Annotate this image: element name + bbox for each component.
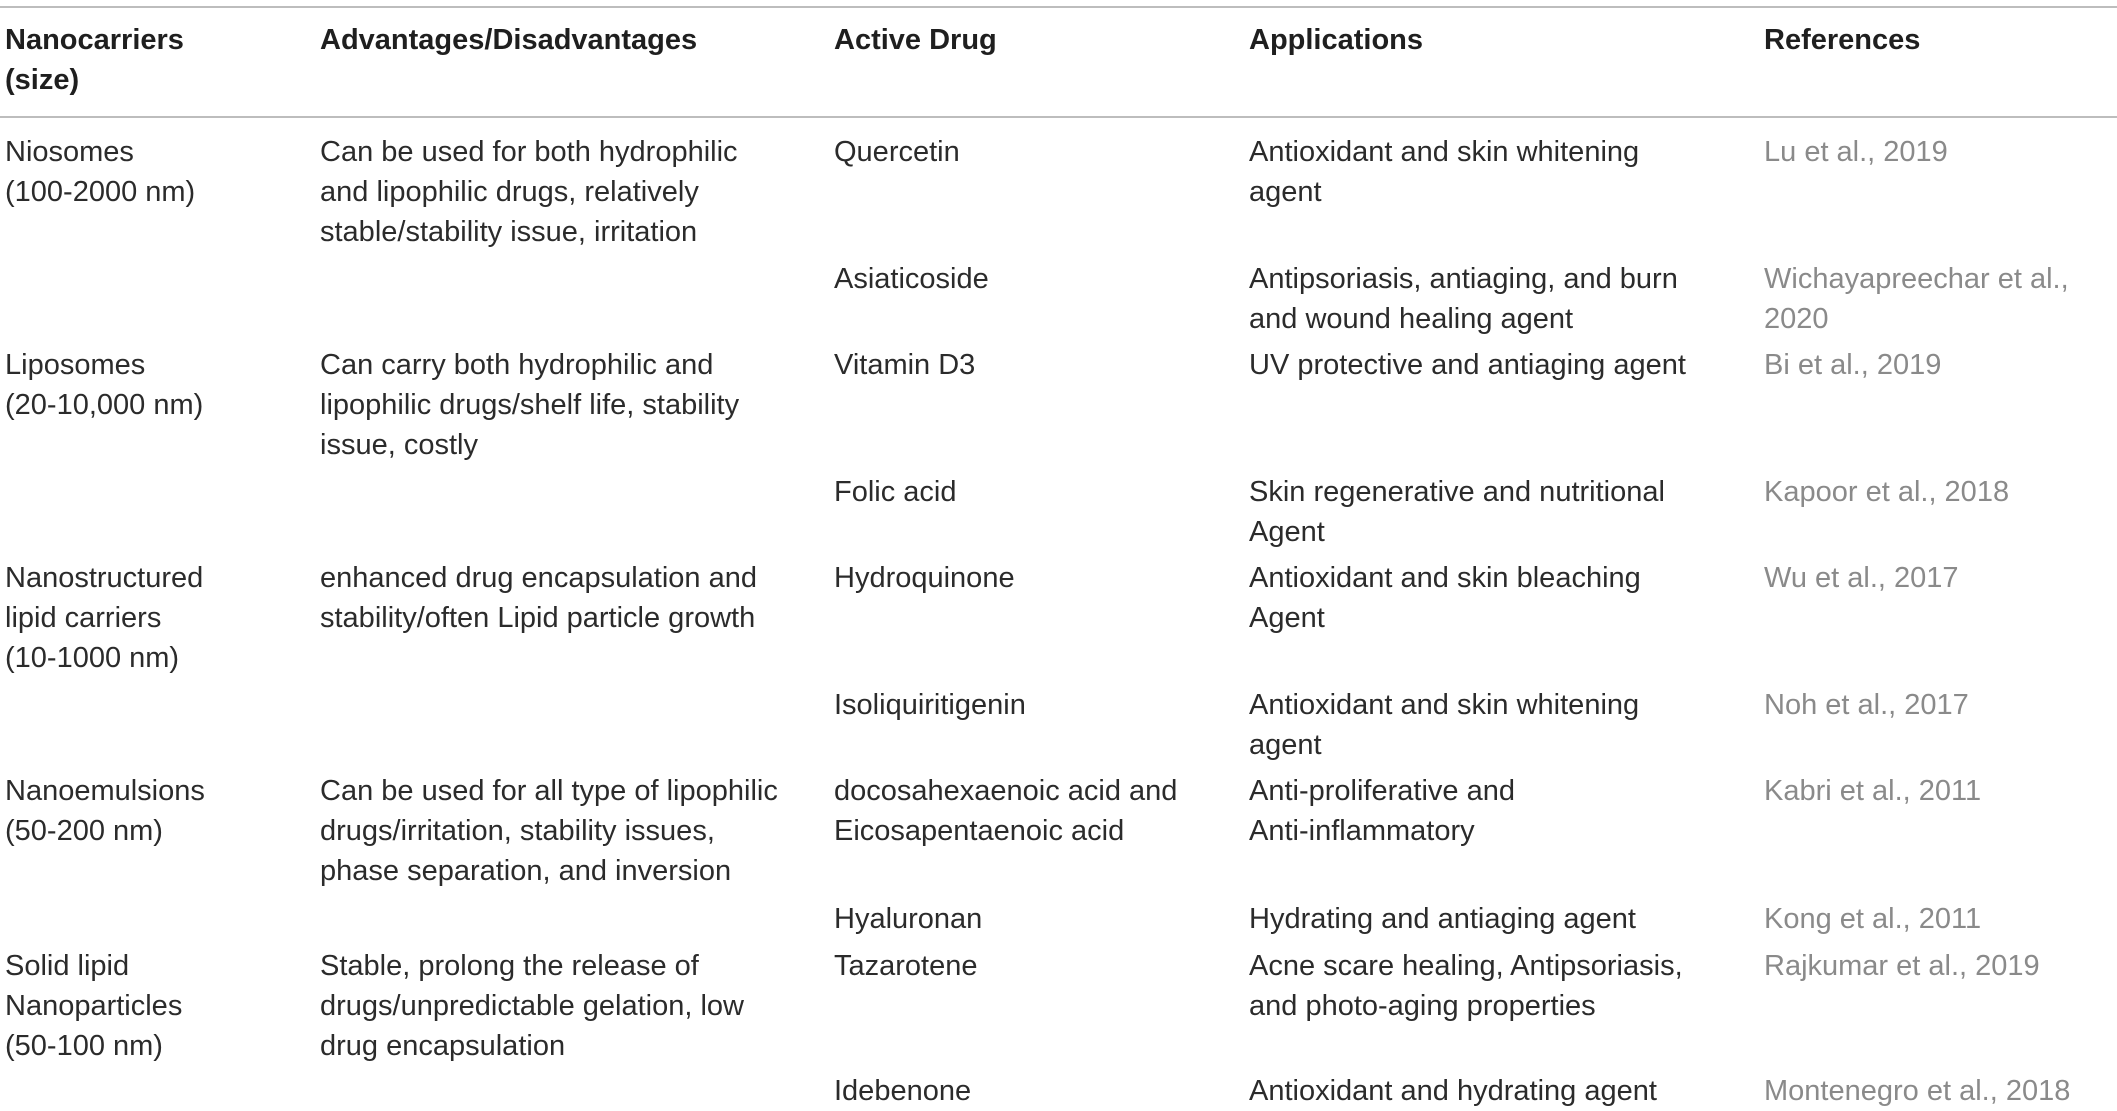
cell-advantages: Can be used for both hydrophilic and lipophilic drugs, relatively stable/stability issue, irritation [320, 136, 738, 248]
cell-nanocarrier: Solid lipid Nanoparticles (50-100 nm) [5, 950, 183, 1062]
table-header-rule [0, 116, 2117, 118]
cell-active-drug: Asiaticoside [834, 263, 989, 295]
cell-reference: Kapoor et al., 2018 [1764, 476, 2010, 508]
header-applications: Applications [1249, 24, 1424, 56]
cell-reference: Noh et al., 2017 [1764, 689, 1969, 721]
cell-reference: Bi et al., 2019 [1764, 349, 1942, 381]
cell-active-drug: Folic acid [834, 476, 957, 508]
cell-application: Anti-proliferative and Anti-inflammatory [1249, 775, 1515, 847]
cell-application: Antioxidant and skin bleaching Agent [1249, 562, 1641, 634]
cell-application: Skin regenerative and nutritional Agent [1249, 476, 1665, 548]
cell-application: Antioxidant and hydrating agent [1249, 1075, 1657, 1107]
cell-reference: Rajkumar et al., 2019 [1764, 950, 2040, 982]
cell-active-drug: Hydroquinone [834, 562, 1015, 594]
cell-advantages: enhanced drug encapsulation and stability/often Lipid particle growth [320, 562, 757, 634]
header-active-drug: Active Drug [834, 24, 997, 56]
cell-reference: Wichayapreechar et al., 2020 [1764, 263, 2069, 335]
cell-application: Acne scare healing, Antipsoriasis, and photo-aging properties [1249, 950, 1683, 1022]
header-advantages: Advantages/Disadvantages [320, 24, 698, 56]
cell-reference: Kong et al., 2011 [1764, 903, 1982, 935]
cell-advantages: Can be used for all type of lipophilic drugs/irritation, stability issues, phase separation, and inversion [320, 775, 778, 887]
cell-active-drug: Quercetin [834, 136, 960, 168]
cell-application: Antipsoriasis, antiaging, and burn and wound healing agent [1249, 263, 1678, 335]
cell-active-drug: Isoliquiritigenin [834, 689, 1026, 721]
cell-reference: Montenegro et al., 2018 [1764, 1075, 2071, 1107]
cell-application: UV protective and antiaging agent [1249, 349, 1686, 381]
cell-reference: Lu et al., 2019 [1764, 136, 1948, 168]
cell-active-drug: docosahexaenoic acid and Eicosapentaenoic acid [834, 775, 1178, 847]
cell-reference: Wu et al., 2017 [1764, 562, 1959, 594]
cell-active-drug: Vitamin D3 [834, 349, 976, 381]
cell-nanocarrier: Liposomes (20-10,000 nm) [5, 349, 204, 421]
cell-application: Antioxidant and skin whitening agent [1249, 136, 1640, 208]
cell-advantages: Stable, prolong the release of drugs/unpredictable gelation, low drug encapsulation [320, 950, 744, 1062]
cell-active-drug: Hyaluronan [834, 903, 983, 935]
header-nanocarriers: Nanocarriers (size) [5, 24, 184, 96]
cell-active-drug: Tazarotene [834, 950, 978, 982]
cell-nanocarrier: Nanoemulsions (50-200 nm) [5, 775, 205, 847]
cell-nanocarrier: Niosomes (100-2000 nm) [5, 136, 196, 208]
header-references: References [1764, 24, 1921, 56]
cell-active-drug: Idebenone [834, 1075, 972, 1107]
cell-nanocarrier: Nanostructured lipid carriers (10-1000 nm) [5, 562, 204, 674]
cell-reference: Kabri et al., 2011 [1764, 775, 1982, 807]
cell-advantages: Can carry both hydrophilic and lipophilic drugs/shelf life, stability issue, costly [320, 349, 740, 461]
table-top-rule [0, 6, 2117, 8]
cell-application: Hydrating and antiaging agent [1249, 903, 1636, 935]
cell-application: Antioxidant and skin whitening agent [1249, 689, 1640, 761]
